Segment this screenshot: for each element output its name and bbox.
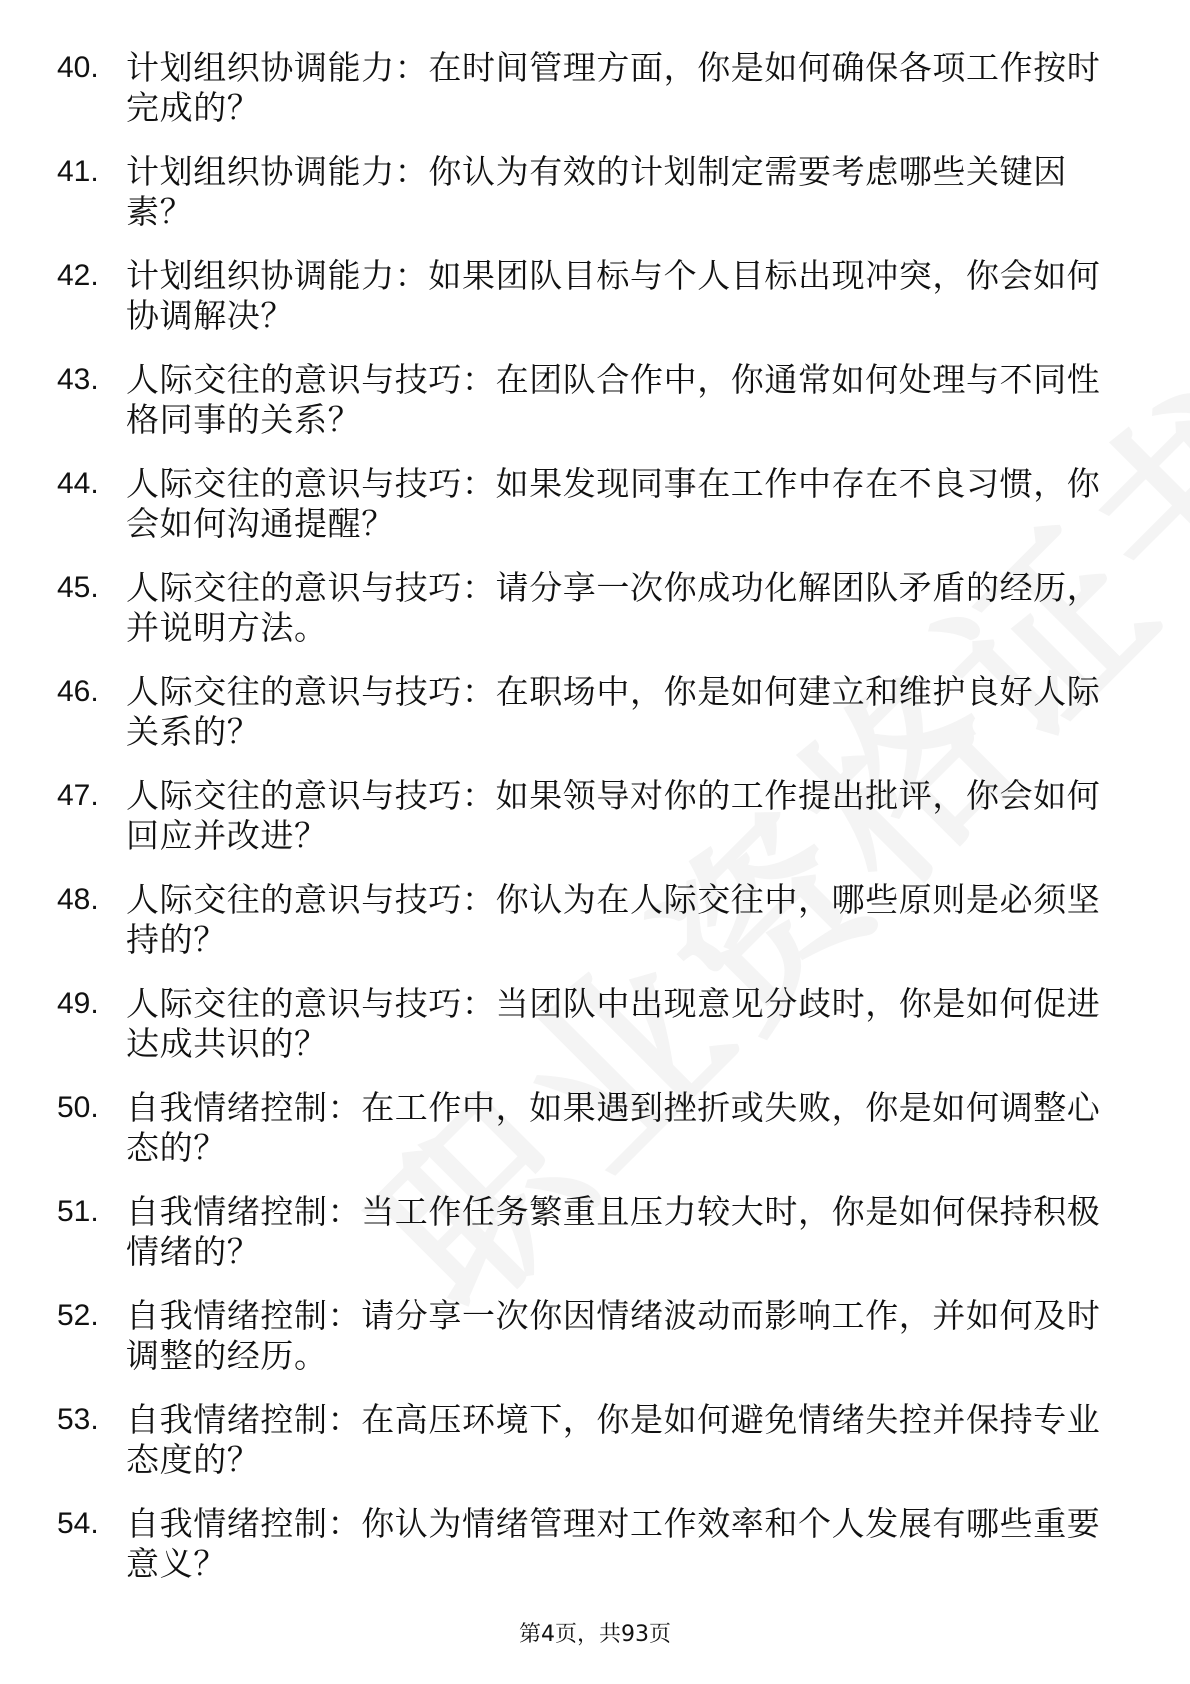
question-text: 自我情绪控制：请分享一次你因情绪波动而影响工作，并如何及时调整的经历。	[126, 1296, 1101, 1375]
question-text: 计划组织协调能力：如果团队目标与个人目标出现冲突，你会如何协调解决？	[126, 256, 1101, 335]
question-number: 40.	[57, 51, 99, 84]
question-text: 人际交往的意识与技巧：在职场中，你是如何建立和维护良好人际关系的？	[126, 672, 1101, 751]
question-number: 54.	[57, 1507, 99, 1540]
list-item	[0, 1192, 1190, 1296]
question-text: 自我情绪控制：在高压环境下，你是如何避免情绪失控并保持专业态度的？	[126, 1400, 1101, 1479]
page-footer	[0, 1620, 1190, 1650]
question-text: 自我情绪控制：你认为情绪管理对工作效率和个人发展有哪些重要意义？	[126, 1504, 1101, 1583]
question-text: 自我情绪控制：在工作中，如果遇到挫折或失败，你是如何调整心态的？	[126, 1088, 1101, 1167]
question-list	[0, 48, 1190, 1608]
question-number: 52.	[57, 1299, 99, 1332]
question-number: 48.	[57, 883, 99, 916]
question-number: 50.	[57, 1091, 99, 1124]
question-number: 42.	[57, 259, 99, 292]
question-text: 人际交往的意识与技巧：如果发现同事在工作中存在不良习惯，你会如何沟通提醒？	[126, 464, 1101, 543]
list-item	[0, 1504, 1190, 1608]
question-number: 41.	[57, 155, 99, 188]
question-text: 人际交往的意识与技巧：当团队中出现意见分歧时，你是如何促进达成共识的？	[126, 984, 1101, 1063]
list-item	[0, 256, 1190, 360]
list-item	[0, 568, 1190, 672]
question-text: 人际交往的意识与技巧：请分享一次你成功化解团队矛盾的经历，并说明方法。	[126, 568, 1101, 647]
list-item	[0, 1296, 1190, 1400]
question-number: 51.	[57, 1195, 99, 1228]
question-number: 46.	[57, 675, 99, 708]
list-item	[0, 984, 1190, 1088]
question-number: 44.	[57, 467, 99, 500]
question-number: 49.	[57, 987, 99, 1020]
list-item	[0, 1400, 1190, 1504]
list-item	[0, 48, 1190, 152]
list-item	[0, 1088, 1190, 1192]
question-text: 人际交往的意识与技巧：如果领导对你的工作提出批评，你会如何回应并改进？	[126, 776, 1101, 855]
page-number-label: 第4页，共93页	[519, 1622, 671, 1647]
question-text: 计划组织协调能力：在时间管理方面，你是如何确保各项工作按时完成的？	[126, 48, 1101, 127]
list-item	[0, 360, 1190, 464]
list-item	[0, 880, 1190, 984]
list-item	[0, 152, 1190, 256]
list-item	[0, 464, 1190, 568]
question-number: 53.	[57, 1403, 99, 1436]
question-number: 45.	[57, 571, 99, 604]
question-number: 47.	[57, 779, 99, 812]
question-text: 人际交往的意识与技巧：在团队合作中，你通常如何处理与不同性格同事的关系？	[126, 360, 1101, 439]
list-item	[0, 672, 1190, 776]
question-number: 43.	[57, 363, 99, 396]
question-text: 自我情绪控制：当工作任务繁重且压力较大时，你是如何保持积极情绪的？	[126, 1192, 1101, 1271]
question-text: 人际交往的意识与技巧：你认为在人际交往中，哪些原则是必须坚持的？	[126, 880, 1101, 959]
list-item	[0, 776, 1190, 880]
question-text: 计划组织协调能力：你认为有效的计划制定需要考虑哪些关键因素？	[126, 152, 1067, 231]
